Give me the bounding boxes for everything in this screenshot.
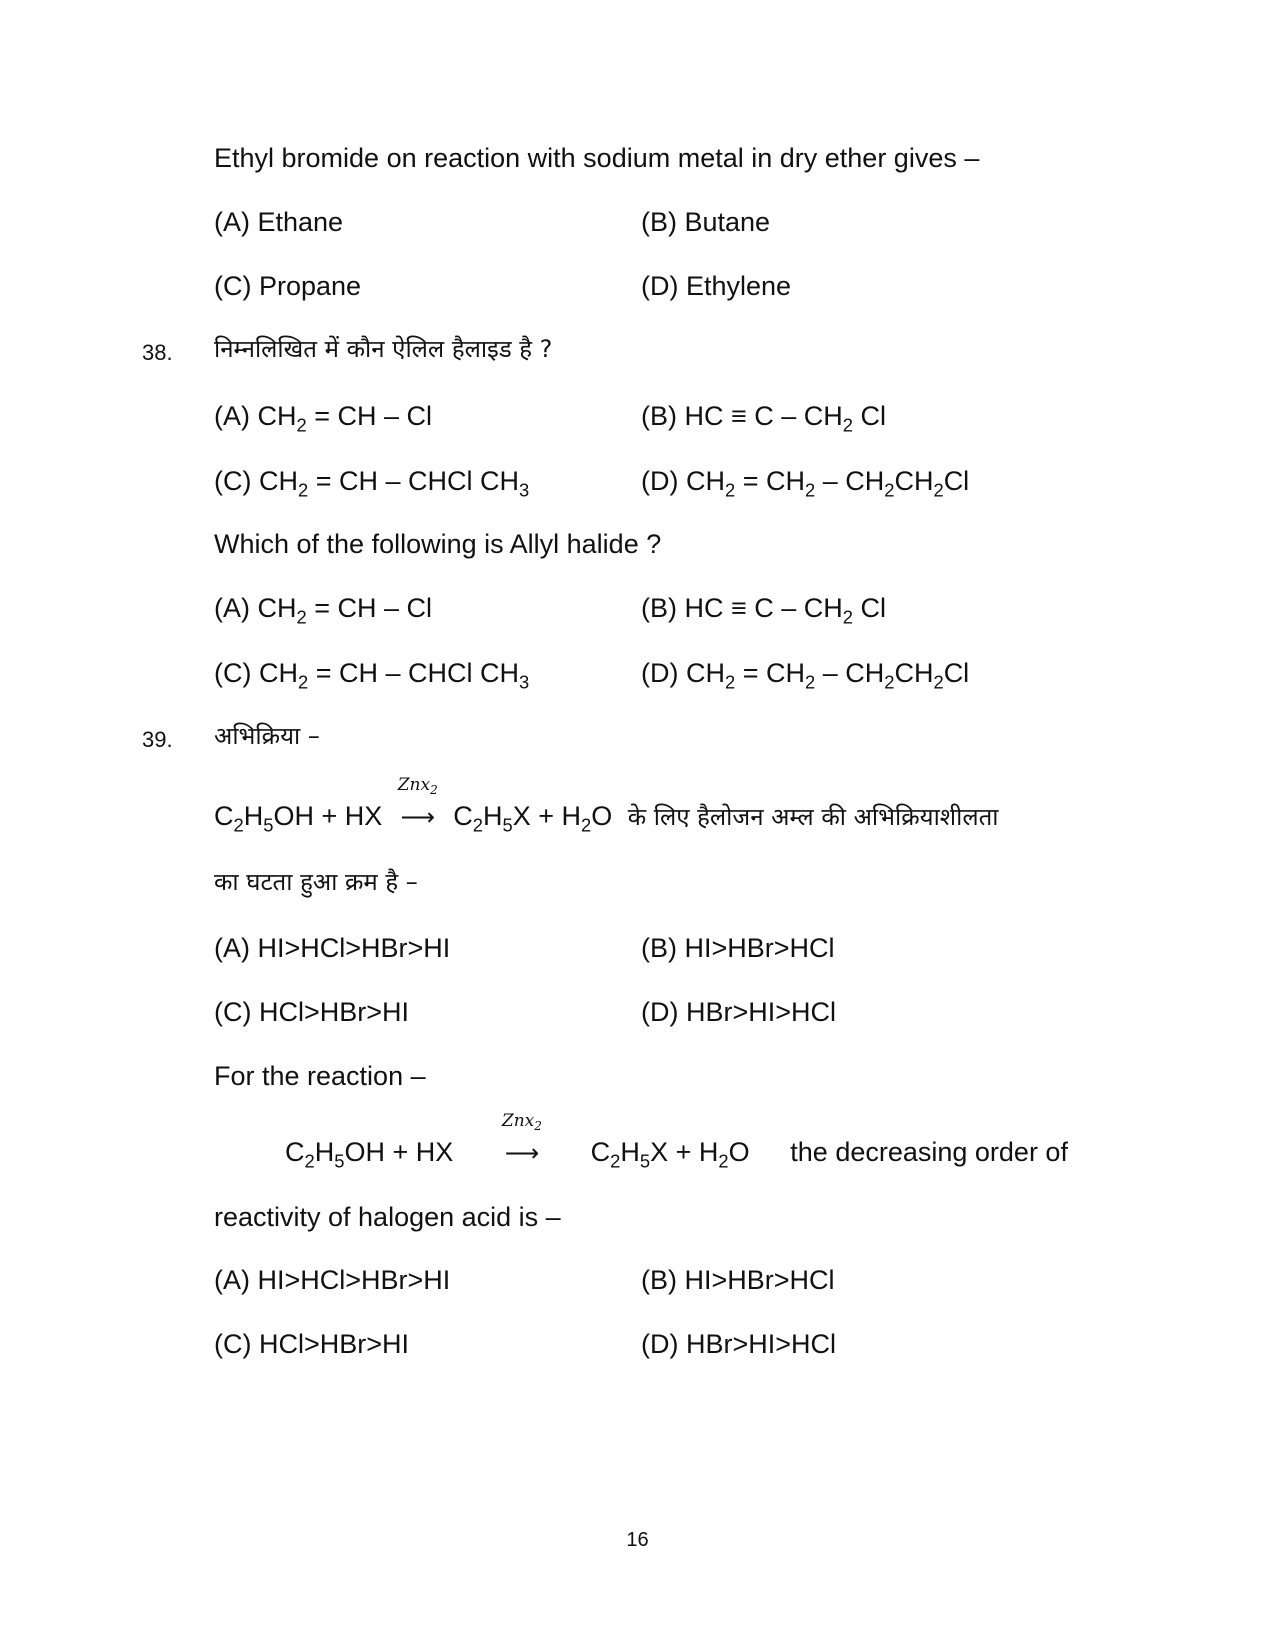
q38-hi-option-b: (B) HC ≡ C – $CH_2$ Cl	[641, 401, 887, 436]
q37-stem: Ethyl bromide on reaction with sodium metal in dry ether gives –	[214, 143, 980, 173]
q38-hi-option-a: (A) $CH_2$ = CH – Cl	[214, 401, 433, 436]
q38-stem-hindi: निम्नलिखित में कौन ऐलिल हैलाइड है ?	[214, 335, 553, 363]
q38-en-option-b: (B) HC ≡ C – $CH_2$ Cl	[641, 593, 887, 628]
q38-hi-option-d: (D) $CH_2 = CH_2 - CH_2CH_2Cl$	[641, 466, 970, 501]
q39-hi-option-d: (D) HBr>HI>HCl	[641, 997, 837, 1027]
page-number: 16	[626, 1529, 649, 1551]
q38-number: 38.	[142, 340, 173, 365]
q39-stem-english-2: the decreasing order of	[790, 1137, 1068, 1167]
q38-en-option-d: (D) $CH_2 = CH_2 - CH_2CH_2Cl$	[641, 658, 970, 693]
q37-option-d: (D) Ethylene	[641, 271, 792, 301]
q39-en-option-b: (B) HI>HBr>HCl	[641, 1265, 835, 1295]
q39-hi-option-c: (C) HCl>HBr>HI	[214, 997, 410, 1027]
q39-stem-hindi-1: अभिक्रिया –	[214, 722, 320, 750]
q39-number: 39.	[142, 727, 173, 752]
q39-hi-option-b: (B) HI>HBr>HCl	[641, 933, 835, 963]
q38-stem-english: Which of the following is Allyl halide ?	[214, 529, 662, 559]
q37-option-a: (A) Ethane	[214, 207, 344, 237]
q38-hi-option-c: (C) $CH_2$ = CH – CHCl $CH_3$	[214, 466, 530, 501]
q39-equation-hindi: $C_2H_5OH$ + HX Znx$_2$ ⟶ $C_2H_5X + H_2O$ के लिए हैलोजन अम्ल की अभिक्रियाशीलता	[214, 775, 999, 836]
reaction-arrow: Znx$_2$ ⟶	[501, 1111, 542, 1167]
q39-en-option-c: (C) HCl>HBr>HI	[214, 1329, 410, 1359]
q39-en-option-d: (D) HBr>HI>HCl	[641, 1329, 837, 1359]
q39-stem-hindi-2: के लिए हैलोजन अम्ल की अभिक्रियाशीलता	[627, 803, 999, 831]
q39-stem-hindi-3: का घटता हुआ क्रम है –	[214, 868, 418, 896]
q37-option-b: (B) Butane	[641, 207, 771, 237]
q39-stem-english-3: reactivity of halogen acid is –	[214, 1202, 561, 1232]
q39-hi-option-a: (A) HI>HCl>HBr>HI	[214, 933, 451, 963]
q38-en-option-a: (A) $CH_2$ = CH – Cl	[214, 593, 433, 628]
q37-option-c: (C) Propane	[214, 271, 362, 301]
reaction-arrow: Znx$_2$ ⟶	[397, 775, 438, 831]
q38-en-option-c: (C) $CH_2$ = CH – CHCl $CH_3$	[214, 658, 530, 693]
q39-en-option-a: (A) HI>HCl>HBr>HI	[214, 1265, 451, 1295]
q39-equation-english: $C_2H_5OH$ + HX Znx$_2$ ⟶ $C_2H_5X + H_2O$ the decreasing order of	[285, 1111, 1068, 1172]
q39-stem-english-1: For the reaction –	[214, 1061, 426, 1091]
